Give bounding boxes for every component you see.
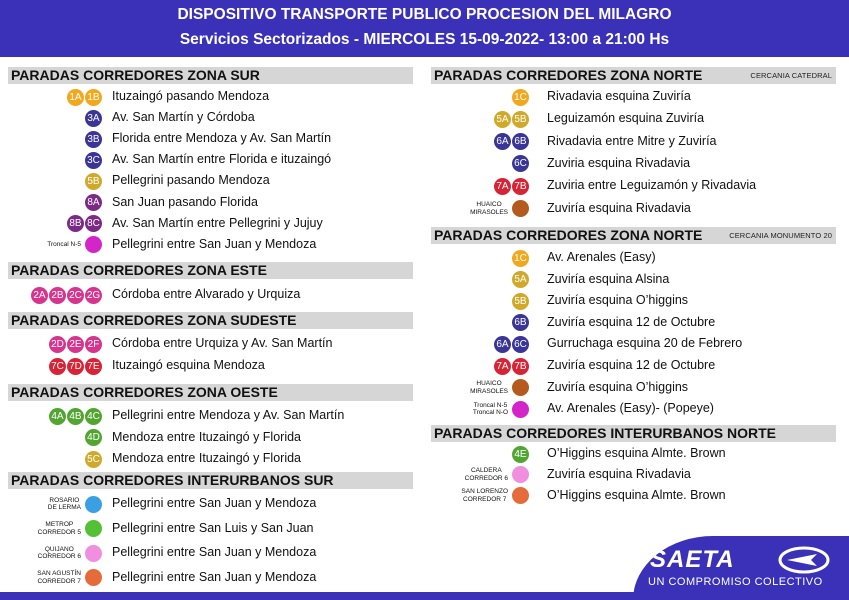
corridor-label <box>470 380 508 395</box>
section-title: PARADAS CORREDORES ZONA SUDESTE <box>11 312 297 328</box>
logo-emblem-icon <box>777 545 831 575</box>
route-badge: 4C <box>85 408 102 425</box>
route-badges <box>37 569 102 587</box>
stop-row <box>8 356 413 376</box>
route-badge: 5B <box>85 173 102 190</box>
stop-location: Av. Arenales (Easy)- (Popeye) <box>547 401 714 416</box>
route-badges <box>49 407 102 425</box>
corridor-label-line-2: CORREDOR 6 <box>37 553 81 560</box>
stop-row <box>8 108 413 128</box>
stop-row <box>431 334 836 354</box>
section-title: PARADAS CORREDORES INTERURBANOS SUR <box>11 472 334 488</box>
stop-location: Zuviría esquina Rivadavia <box>547 466 691 481</box>
corridor-label-line-1: HUAICO <box>476 201 502 208</box>
section-title: PARADAS CORREDORES ZONA NORTE <box>434 67 703 83</box>
corridor-label-line-2: DE LERMA <box>47 504 81 511</box>
section-header-sudeste <box>8 312 413 329</box>
stop-row <box>8 543 413 563</box>
route-badges <box>67 215 102 233</box>
corridor-diamond-icon <box>512 466 529 483</box>
route-badge: 7E <box>85 358 102 375</box>
stop-row <box>431 291 836 311</box>
route-badges <box>494 133 529 151</box>
stop-location: Pellegrini entre Mendoza y Av. San Martín <box>112 408 345 422</box>
stop-row <box>431 154 836 174</box>
route-badges <box>85 130 102 148</box>
route-badges <box>512 314 529 332</box>
corridor-label <box>38 521 81 536</box>
route-badge: 7D <box>67 358 84 375</box>
section-header-norte2 <box>431 227 836 244</box>
route-badge: 6B <box>512 133 529 150</box>
stop-row <box>431 199 836 219</box>
route-badges <box>31 286 102 304</box>
corridor-label-line-1: HUAICO <box>476 380 502 388</box>
route-badge: 7A <box>494 178 511 195</box>
stop-row <box>431 378 836 398</box>
stop-row <box>8 214 413 234</box>
stop-location: Zuviría esquina Alsina <box>547 271 670 286</box>
stop-location: Zuviría esquina O’higgins <box>547 379 689 394</box>
corridor-label <box>470 201 508 216</box>
route-badges <box>49 335 102 353</box>
stop-location: Ituzaingó pasando Mendoza <box>112 89 270 103</box>
corridor-label-line-1: ROSARIO <box>49 496 80 504</box>
route-badge: 5B <box>512 111 529 128</box>
corridor-diamond-icon <box>512 379 529 396</box>
route-badge: 8B <box>67 215 84 232</box>
stop-location: Córdoba entre Alvarado y Urquiza <box>112 287 301 301</box>
route-badge: 5A <box>494 111 511 128</box>
route-badge: 3C <box>85 152 102 169</box>
stop-row <box>8 519 413 539</box>
stop-row <box>431 399 836 419</box>
section-title: PARADAS CORREDORES INTERURBANOS NORTE <box>434 425 776 441</box>
corridor-label-line-1: CALDERA <box>470 467 502 475</box>
section-header-norte1 <box>431 67 836 84</box>
route-badges <box>494 357 529 375</box>
stop-location: Córdoba entre Urquiza y Av. San Martín <box>112 336 333 350</box>
route-badges <box>512 445 529 463</box>
route-badge: 2E <box>67 336 84 353</box>
route-badge: 5C <box>85 451 102 468</box>
route-badge: 7B <box>512 358 529 375</box>
route-badge: 8C <box>85 215 102 232</box>
route-badge: 4B <box>67 408 84 425</box>
route-badge: 4D <box>85 429 102 446</box>
logo-wordmark: SAETA <box>650 546 735 573</box>
corridor-diamond-icon <box>85 496 102 513</box>
corridor-label-line-2: Troncal N-O <box>472 409 508 417</box>
stop-location: Leguizamón esquina Zuviría <box>547 111 705 126</box>
corridor-diamond-icon <box>512 487 529 504</box>
route-badge: 2C <box>67 287 84 304</box>
route-badges <box>85 151 102 169</box>
stop-location: Mendoza entre Ituzaingó y Florida <box>112 451 301 465</box>
corridor-label-line-1: QUIJANO <box>44 545 74 553</box>
corridor-label-line-2: MIRASOLES <box>470 208 508 216</box>
section-title: PARADAS CORREDORES ZONA OESTE <box>11 384 278 400</box>
stop-row <box>8 150 413 170</box>
corridor-label <box>473 402 508 417</box>
route-badge: 1B <box>85 89 102 106</box>
stop-row <box>431 444 836 464</box>
stop-row <box>431 176 836 196</box>
corridor-diamond-icon <box>85 520 102 537</box>
corridor-label-line: Troncal N-5 <box>47 240 81 248</box>
route-badges <box>512 271 529 289</box>
route-badges <box>494 335 529 353</box>
route-badge: 2A <box>31 287 48 304</box>
stop-location: Zuviría esquina 12 de Octubre <box>547 314 716 329</box>
corridor-label-line-2: CORREDOR 6 <box>464 474 508 482</box>
stop-location: Pellegrini entre San Juan y Mendoza <box>112 569 317 584</box>
stop-location: San Juan pasando Florida <box>112 194 258 209</box>
route-badge: 1C <box>512 250 529 267</box>
stop-row <box>8 285 413 305</box>
corridor-label-line-2: CORREDOR 7 <box>463 495 507 503</box>
stop-location: Ituzaingó esquina Mendoza <box>112 358 265 372</box>
title-line-2: Servicios Sectorizados - MIERCOLES 15-09-2022- 13:00 a 21:00 Hs <box>179 31 670 48</box>
stop-location: Pellegrini pasando Mendoza <box>112 173 270 188</box>
corridor-label-line-2: CORREDOR 7 <box>37 577 81 585</box>
stop-location: Zuviria entre Leguizamón y Rivadavia <box>547 178 757 193</box>
route-badges <box>512 88 529 106</box>
route-badges <box>38 520 102 538</box>
route-badges <box>85 450 102 468</box>
stop-row <box>431 465 836 485</box>
stop-row <box>8 494 413 514</box>
corridor-label <box>48 497 81 512</box>
stop-location: Pellegrini entre San Juan y Mendoza <box>112 236 317 251</box>
stop-row <box>431 356 836 376</box>
route-badges <box>512 155 529 173</box>
route-badges <box>48 495 102 513</box>
route-badges <box>38 544 102 562</box>
route-badge: 3B <box>85 131 102 148</box>
route-badges <box>67 88 102 106</box>
corridor-label <box>465 467 508 482</box>
section-header-este <box>8 262 413 279</box>
stop-location: Rivadavia esquina Zuviría <box>547 89 691 103</box>
route-badges <box>49 357 102 375</box>
route-badges <box>512 292 529 310</box>
stop-row <box>8 449 413 469</box>
corridor-label-line-2: CORREDOR 5 <box>37 528 81 536</box>
stop-row <box>431 486 836 506</box>
route-badges <box>85 429 102 447</box>
bottom-strip <box>0 592 849 600</box>
corridor-label <box>37 570 81 585</box>
route-badge: 2B <box>49 287 66 304</box>
title-banner <box>0 0 849 57</box>
stop-location: Av. San Martín y Córdoba <box>112 110 255 125</box>
section-header-intersur <box>8 472 413 489</box>
route-badge: 2D <box>49 336 66 353</box>
route-badges <box>47 236 102 254</box>
stop-location: Pellegrini entre San Luis y San Juan <box>112 520 314 535</box>
route-badges <box>512 249 529 267</box>
route-badges <box>470 379 529 397</box>
section-note: CERCANIA MONUMENTO 20 <box>729 231 832 240</box>
section-title: PARADAS CORREDORES ZONA SUR <box>11 67 260 83</box>
corridor-diamond-icon <box>512 200 529 217</box>
corridor-label-line-1: METROP <box>45 521 74 528</box>
corridor-diamond-icon <box>85 236 102 253</box>
stop-row <box>8 428 413 448</box>
stop-location: Mendoza entre Ituzaingó y Florida <box>112 429 301 444</box>
stop-row <box>8 235 413 255</box>
stop-row <box>8 193 413 213</box>
section-note: CERCANIA CATEDRAL <box>750 71 832 80</box>
stop-row <box>8 87 413 107</box>
route-badges <box>85 172 102 190</box>
stop-location: O’Higgins esquina Almte. Brown <box>547 446 726 460</box>
stop-row <box>431 313 836 333</box>
stop-row <box>431 109 836 129</box>
route-badges <box>465 466 529 484</box>
stop-location: Pellegrini entre San Juan y Mendoza <box>112 496 317 510</box>
corridor-label-line-2: MIRASOLES <box>470 387 508 395</box>
route-badge: 7A <box>494 358 511 375</box>
stop-row <box>8 334 413 354</box>
route-badges <box>473 400 529 418</box>
stop-row <box>431 87 836 107</box>
stop-row <box>431 132 836 152</box>
stop-location: Zuviría esquina O’higgins <box>547 293 689 308</box>
section-title: PARADAS CORREDORES ZONA NORTE <box>434 227 703 243</box>
corridor-diamond-icon <box>512 401 529 418</box>
corridor-label-line-1: Troncal N-5 <box>473 401 508 409</box>
route-badge: 2F <box>85 336 102 353</box>
stop-row <box>8 171 413 191</box>
section-header-sur <box>8 67 413 84</box>
route-badge: 8A <box>85 194 102 211</box>
route-badge: 4E <box>512 446 529 463</box>
route-badge: 5A <box>512 271 529 288</box>
corridor-diamond-icon <box>85 569 102 586</box>
route-badge: 1A <box>67 89 84 106</box>
route-badges <box>461 487 529 505</box>
route-badge: 5B <box>512 293 529 310</box>
route-badge: 7C <box>49 358 66 375</box>
route-badge: 7B <box>512 178 529 195</box>
corridor-label <box>47 241 81 249</box>
stop-location: Pellegrini entre San Juan y Mendoza <box>112 545 317 559</box>
stop-location: Gurruchaga esquina 20 de Febrero <box>547 336 743 351</box>
stop-location: Av. San Martín entre Pellegrini y Jujuy <box>112 215 323 230</box>
stop-row <box>8 568 413 588</box>
route-badge: 4A <box>49 408 66 425</box>
stop-row <box>431 248 836 268</box>
stop-location: Zuviria esquina Rivadavia <box>547 155 691 170</box>
route-badge: 6B <box>512 314 529 331</box>
route-badges <box>470 200 529 218</box>
stop-row <box>8 129 413 149</box>
section-header-internorte <box>431 425 836 442</box>
stop-location: Zuviría esquina 12 de Octubre <box>547 358 716 372</box>
stop-location: Florida entre Mendoza y Av. San Martín <box>112 131 332 146</box>
stop-location: Av. San Martín entre Florida e ituzaingó <box>112 152 332 167</box>
logo-tagline: UN COMPROMISO COLECTIVO <box>648 576 823 588</box>
corridor-label-line-1: SAN AGUSTÍN <box>37 570 81 577</box>
route-badges <box>494 177 529 195</box>
stop-location: Av. Arenales (Easy) <box>547 250 656 264</box>
corridor-label <box>461 488 508 503</box>
stop-location: Rivadavia entre Mitre y Zuviría <box>547 133 717 148</box>
title-line-1: DISPOSITIVO TRANSPORTE PUBLICO PROCESION DEL MILAGRO <box>177 6 672 23</box>
route-badge: 1C <box>512 89 529 106</box>
stop-row <box>431 270 836 290</box>
corridor-diamond-icon <box>85 545 102 562</box>
corridor-label-line-1: SAN LORENZO <box>461 488 508 496</box>
stop-row <box>8 406 413 426</box>
stop-location: O’Higgins esquina Almte. Brown <box>547 487 726 502</box>
route-badge: 6A <box>494 133 511 150</box>
route-badge: 2G <box>85 287 102 304</box>
stop-location: Zuviría esquina Rivadavia <box>547 200 691 215</box>
route-badges <box>494 110 529 128</box>
section-header-oeste <box>8 384 413 401</box>
section-title: PARADAS CORREDORES ZONA ESTE <box>11 262 267 278</box>
route-badges <box>85 194 102 212</box>
route-badge: 3A <box>85 110 102 127</box>
route-badge: 6C <box>512 155 529 172</box>
route-badge: 6A <box>494 336 511 353</box>
route-badges <box>85 109 102 127</box>
corridor-label <box>38 546 81 561</box>
route-badge: 6C <box>512 336 529 353</box>
